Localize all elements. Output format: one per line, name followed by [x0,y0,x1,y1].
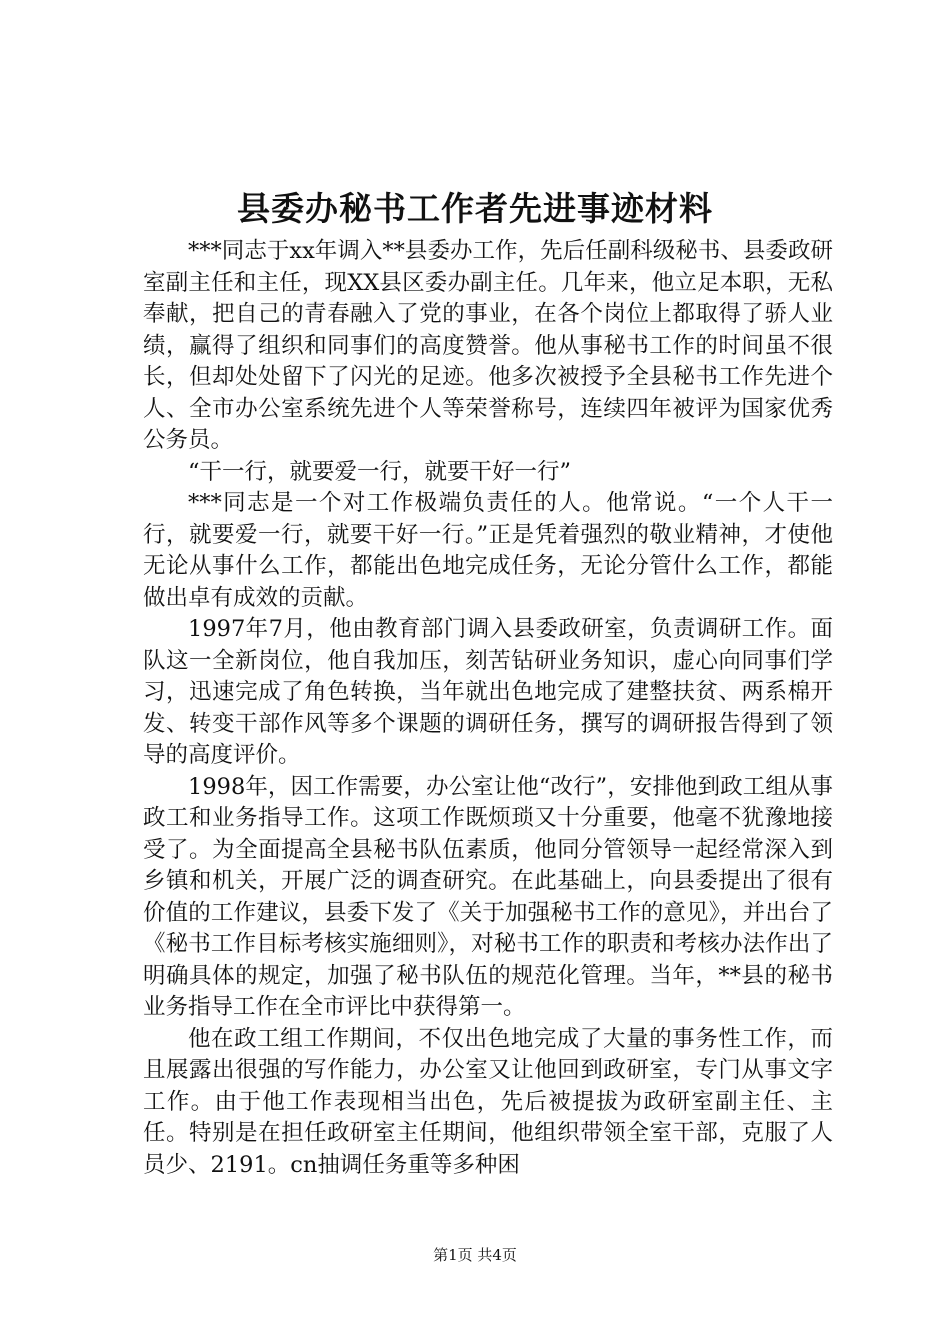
document-body [143,236,833,1181]
document-title: 县委办秘书工作者先进事迹材料 [237,189,713,228]
paragraph: ***同志是一个对工作极端负责任的人。他常说。“一个人干一行，就要爱一行，就要干好一行。”正是凭着强烈的敬业精神，才使他无论从事什么工作，都能出色地完成任务，无论分管什么工作，都能做出卓有成效的贡献。 [143,490,833,611]
paragraph: ***同志于xx年调入**县委办工作，先后任副科级秘书、县委政研室副主任和主任，现XX县区委办副主任。几年来，他立足本职，无私奉献，把自己的青春融入了党的事业，在各个岗位上都取得了骄人业绩，赢得了组织和同事们的高度赞誉。他从事秘书工作的时间虽不很长，但却处处留下了闪光的足迹。他多次被授予全县秘书工作先进个人、全市办公室系统先进个人等荣誉称号，连续四年被评为国家优秀公务员。 [143,238,833,453]
page-footer: 第1页 共4页 [433,1246,517,1264]
paragraph: 他在政工组工作期间，不仅出色地完成了大量的事务性工作，而且展露出很强的写作能力，办公室又让他回到政研室，专门从事文字工作。由于他工作表现相当出色，先后被提拔为政研室副主任、主任。特别是在担任政研室主任期间，他组织带领全室干部，克服了人员少、2191。cn抽调任务重等多种困 [143,1025,833,1178]
section-heading: “干一行，就要爱一行，就要干好一行” [188,458,572,485]
paragraph: 1998年，因工作需要，办公室让他“改行”，安排他到政工组从事政工和业务指导工作。这项工作既烦琐又十分重要，他毫不犹豫地接受了。为全面提高全县秘书队伍素质，他同分管领导一起经常深入到乡镇和机关，开展广泛的调查研究。在此基础上，向县委提出了很有价值的工作建议，县委下发了《关于加强秘书工作的意见》，并出台了《秘书工作目标考核实施细则》，对秘书工作的职责和考核办法作出了明确具体的规定，加强了秘书队伍的规范化管理。当年，**县的秘书业务指导工作在全市评比中获得第一。 [143,773,833,1020]
paragraph: 1997年7月，他由教育部门调入县委政研室，负责调研工作。面队这一全新岗位，他自我加压，刻苦钻研业务知识，虚心向同事们学习，迅速完成了角色转换，当年就出色地完成了建整扶贫、两系棉开发、转变干部作风等多个课题的调研任务，撰写的调研报告得到了领导的高度评价。 [143,616,833,768]
